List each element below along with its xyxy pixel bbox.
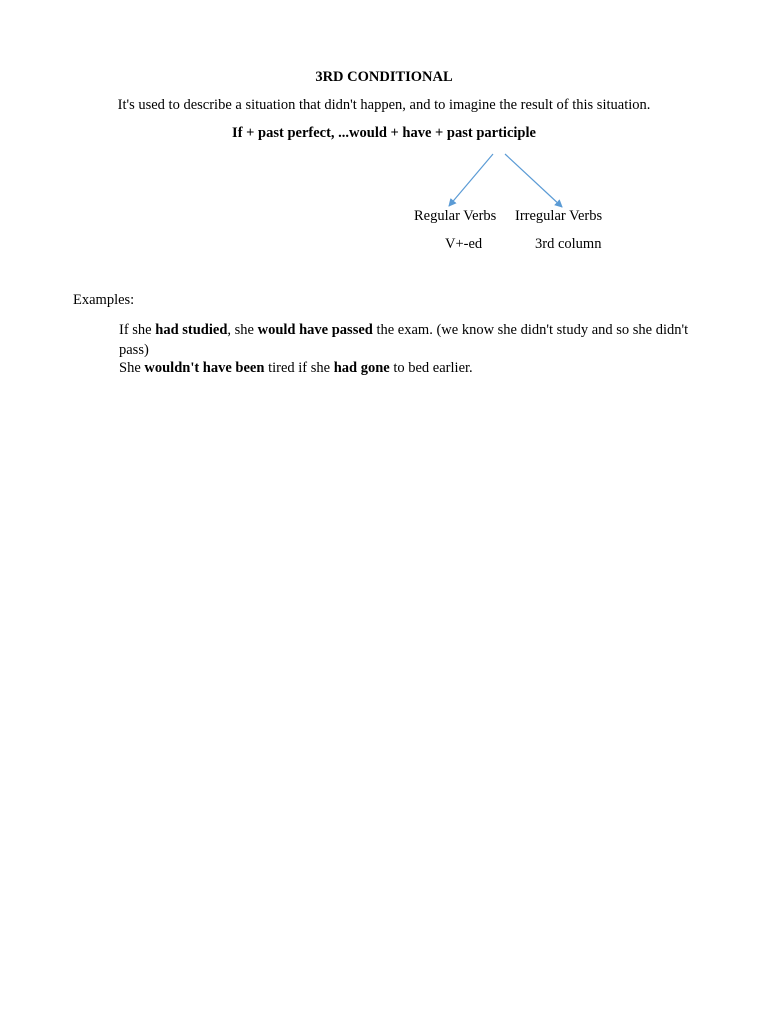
example-sentence-2 [119, 360, 473, 377]
example-1-text-1: If she [119, 322, 156, 338]
intro-text: It's used to describe a situation that didn't happen, and to imagine the result of this situation. [117, 97, 651, 113]
arrow-to-irregular [505, 154, 562, 207]
example-1-text-3: the exam. (we know she didn't study and so she didn't pass) [119, 322, 689, 358]
example-1-bold-2: would have passed [257, 322, 373, 338]
arrow-to-regular [449, 154, 493, 206]
example-2-text-1: She [119, 360, 145, 376]
example-1-bold-1: had studied [155, 322, 228, 338]
examples-heading: Examples: [73, 292, 135, 308]
irregular-verbs-rule: 3rd column [535, 236, 602, 252]
irregular-verbs-label: Irregular Verbs [515, 208, 603, 224]
example-2-bold-1: wouldn't have been [144, 360, 265, 376]
regular-verbs-rule: V+-ed [445, 236, 483, 252]
example-1-text-2: , she [227, 322, 258, 338]
example-2-bold-2: had gone [333, 360, 390, 376]
example-2-text-3: to bed earlier. [389, 360, 473, 376]
example-sentence-1 [119, 320, 699, 360]
regular-verbs-label: Regular Verbs [414, 208, 497, 224]
formula-text: If + past perfect, ...would + have + past participle [232, 125, 536, 141]
page-title: 3RD CONDITIONAL [315, 69, 453, 85]
example-2-text-2: tired if she [264, 360, 334, 376]
